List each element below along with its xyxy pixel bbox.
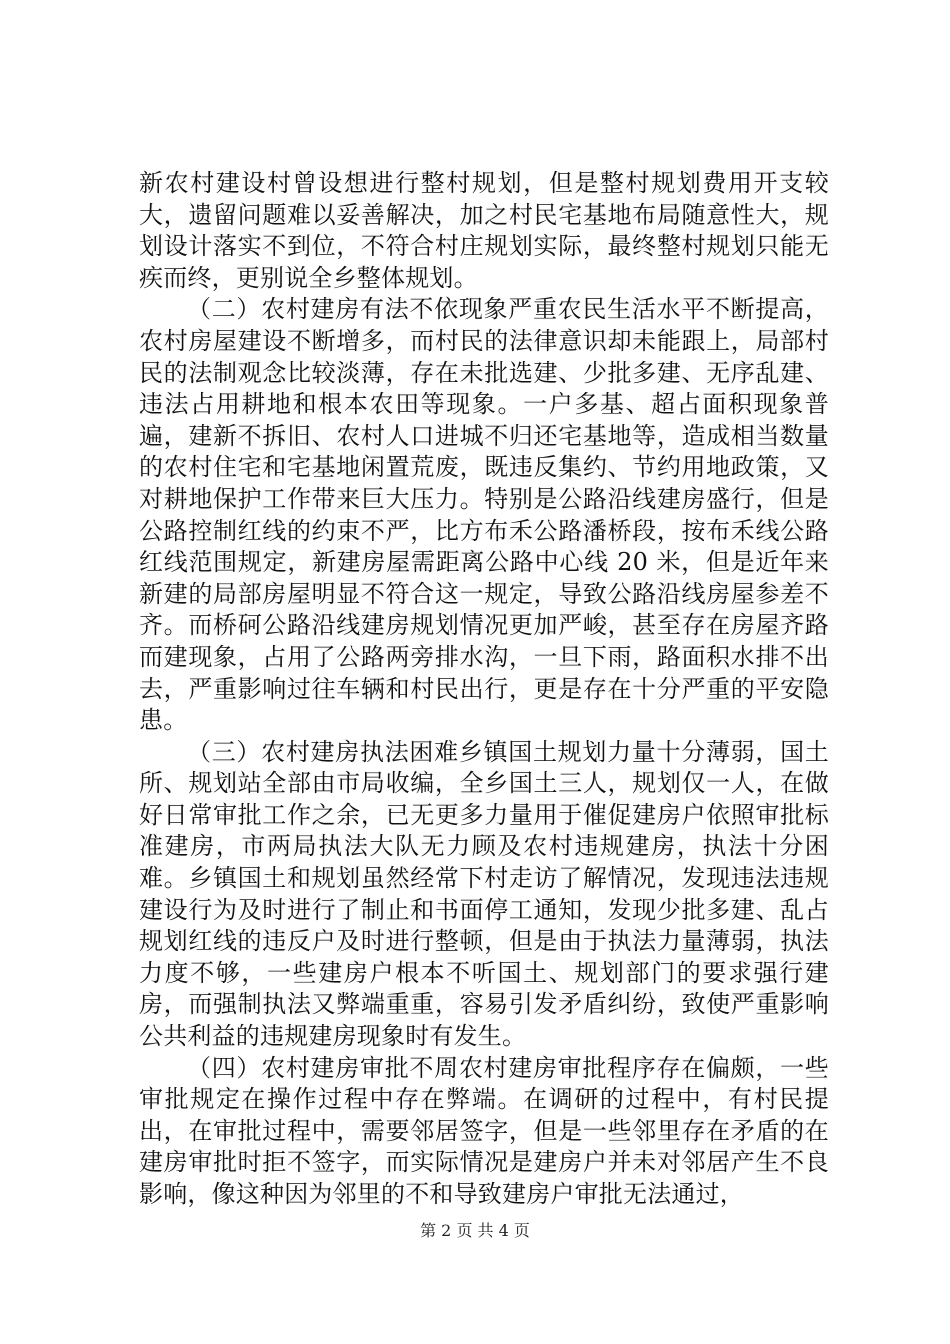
paragraph-section-4: （四）农村建房审批不周农村建房审批程序存在偏颇，一些审批规定在操作过程中存在弊端。在调研的过程中，有村民提出，在审批过程中，需要邻居签字，但是一些邻里存在矛盾的在建房审批时拒不签字，而实际情况是建房户并未对邻居产生不良影响，像这种因为邻里的不和导致建房户审批无法通过， bbox=[139, 1053, 829, 1208]
document-body bbox=[139, 168, 829, 1211]
paragraph-section-3: （三）农村建房执法困难乡镇国土规划力量十分薄弱，国土所、规划站全部由市局收编，全乡国土三人，规划仅一人，在做好日常审批工作之余，已无更多力量用于催促建房户依照审批标准建房，市两局执法大队无力顾及农村违规建房，执法十分困难。乡镇国土和规划虽然经常下村走访了解情况，发现违法违规建设行为及时进行了制止和书面停工通知，发现少批多建、乱占规划红线的违反户及时进行整顿，但是由于执法力量薄弱，执法力度不够，一些建房户根本不听国土、规划部门的要求强行建房，而强制执法又弊端重重，容易引发矛盾纠纷，致使严重影响公共利益的违规建房现象时有发生。 bbox=[139, 737, 829, 1051]
paragraph-section-2: （二）农村建房有法不依现象严重农民生活水平不断提高，农村房屋建设不断增多，而村民的法律意识却未能跟上，局部村民的法制观念比较淡薄，存在未批选建、少批多建、无序乱建、违法占用耕地和根本农田等现象。一户多基、超占面积现象普遍，建新不拆旧、农村人口进城不归还宅基地等，造成相当数量的农村住宅和宅基地闲置荒废，既违反集约、节约用地政策，又对耕地保护工作带来巨大压力。特别是公路沿线建房盛行，但是公路控制红线的约束不严，比方布禾公路潘桥段，按布禾线公路红线范围规定，新建房屋需距离公路中心线 20 米，但是近年来新建的局部房屋明显不符合这一规定，导致公路沿线房屋参差不齐。而桥砢公路沿线建房规划情况更加严峻，甚至存在房屋齐路而建现象，占用了公路两旁排水沟，一旦下雨，路面积水排不出去，严重影响过往车辆和村民出行，更是存在十分严重的平安隐患。 bbox=[139, 295, 829, 735]
page-footer: 第 2 页 共 4 页 bbox=[420, 1221, 530, 1240]
paragraph-continuation: 新农村建设村曾设想进行整村规划，但是整村规划费用开支较大，遗留问题难以妥善解决，加之村民宅基地布局随意性大，规划设计落实不到位，不符合村庄规划实际，最终整村规划只能无疾而终，更别说全乡整体规划。 bbox=[139, 169, 829, 292]
